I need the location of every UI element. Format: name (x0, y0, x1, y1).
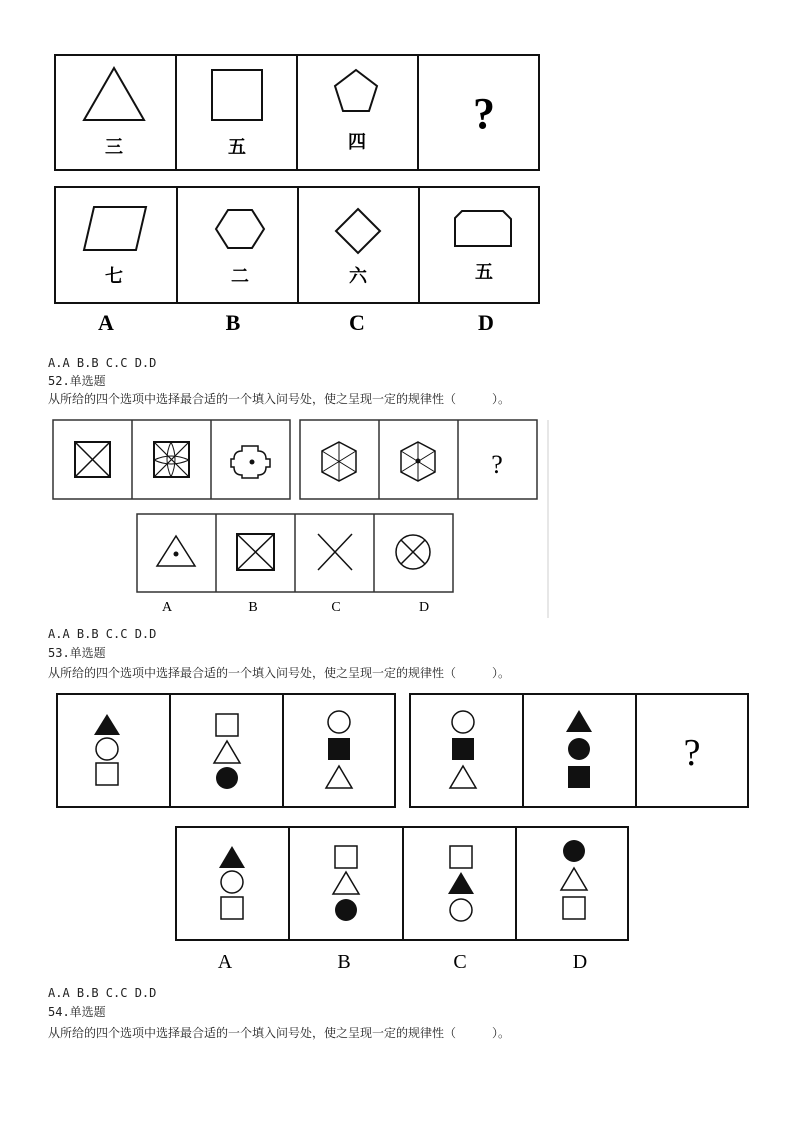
q53-prompt: 从所给的四个选项中选择最合适的一个填入问号处，使之呈现一定的规律性（ ）。 (48, 666, 511, 680)
q52-heading: 52.单选题 (48, 374, 106, 388)
q52-answer-options[interactable]: A.A B.B C.C D.D (48, 627, 157, 641)
q53-answer-options[interactable]: A.A B.B C.C D.D (48, 986, 157, 1000)
option-letter-a: A (98, 310, 114, 335)
question-mark: ? (491, 450, 503, 479)
q51-cell-label: 三 (105, 137, 123, 158)
option-letter-d: D (418, 600, 430, 615)
q53-heading: 53.单选题 (48, 646, 106, 660)
option-letter-a: A (161, 600, 173, 615)
q51-cell-label: 五 (228, 137, 246, 158)
option-letter-d: D (478, 310, 494, 335)
q52-prompt: 从所给的四个选项中选择最合适的一个填入问号处，使之呈现一定的规律性（ ）。 (48, 392, 511, 406)
option-letter-c: C (453, 951, 467, 973)
q51-option-label: 六 (349, 266, 367, 287)
option-letter-b: B (337, 951, 351, 973)
q51-option-label: 二 (231, 266, 249, 287)
option-letter-a: A (217, 951, 233, 973)
question-mark: ? (683, 732, 701, 774)
q51-option-label: 七 (105, 266, 123, 287)
option-letter-c: C (349, 310, 365, 335)
q54-prompt: 从所给的四个选项中选择最合适的一个填入问号处，使之呈现一定的规律性（ ）。 (48, 1026, 511, 1040)
q51-cell-label: 四 (348, 132, 366, 153)
q51-answer-options[interactable]: A.A B.B C.C D.D (48, 356, 157, 370)
q51-option-label: 五 (475, 262, 493, 283)
question-mark: ? (473, 89, 495, 138)
option-letter-b: B (248, 600, 258, 615)
option-letter-d: D (572, 951, 588, 973)
option-letter-c: C (331, 600, 341, 615)
q54-heading: 54.单选题 (48, 1005, 106, 1019)
option-letter-b: B (225, 310, 241, 335)
